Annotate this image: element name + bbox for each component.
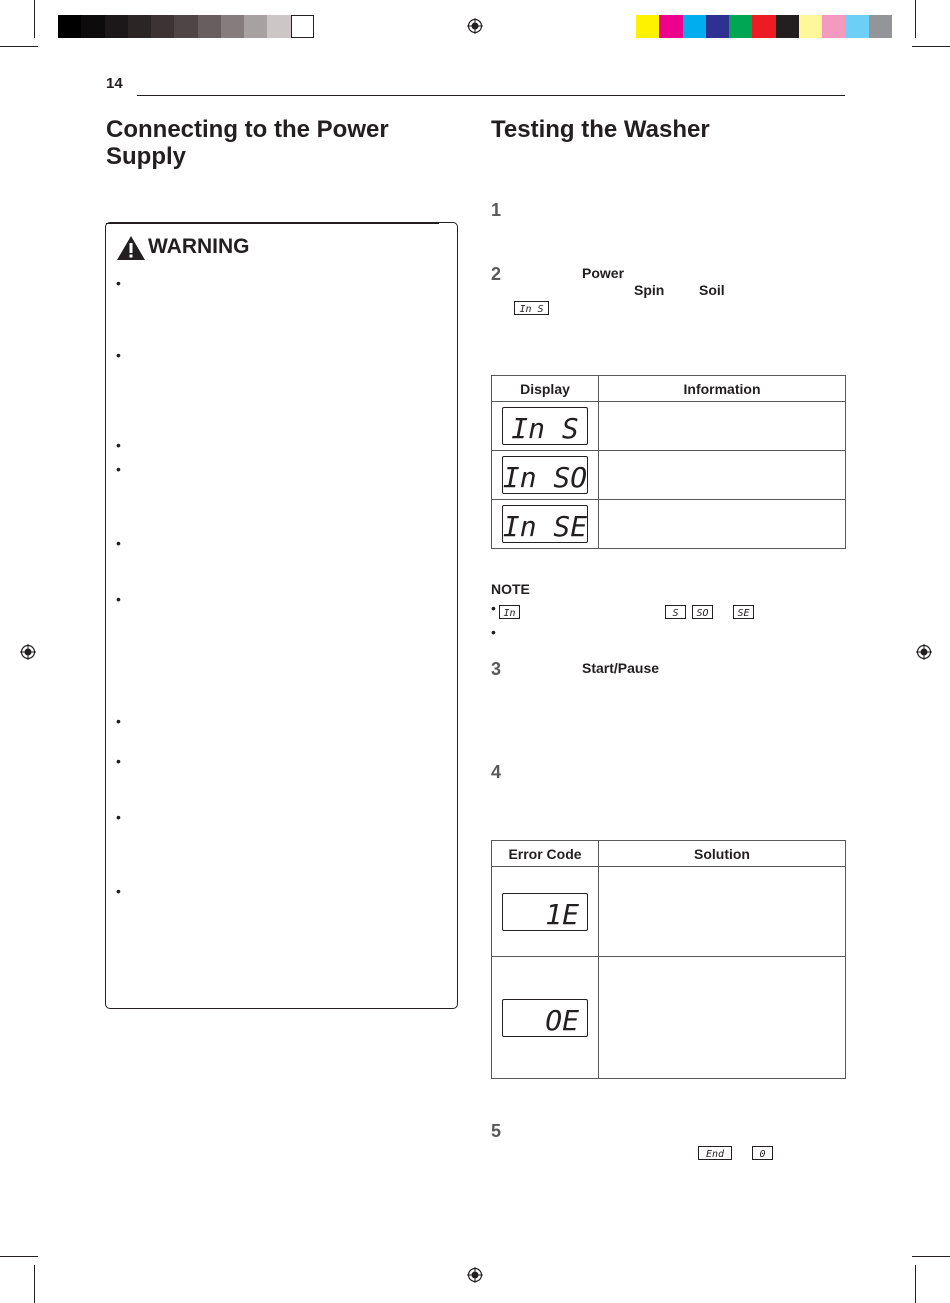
- color-swatch: [198, 15, 222, 38]
- warning-bullet: •: [116, 347, 121, 363]
- table-row: [492, 500, 846, 549]
- color-swatch: [706, 15, 730, 38]
- color-swatch: [58, 15, 82, 38]
- process-color-bar: [636, 0, 892, 40]
- svg-text:End: End: [705, 1149, 725, 1159]
- soil-button-label: Soil: [699, 282, 725, 298]
- inline-display-end: [698, 1146, 732, 1160]
- warning-bullet: •: [116, 591, 121, 607]
- left-heading-line-1: Connecting to the Power: [106, 116, 389, 143]
- solution-column-header: Solution: [599, 841, 846, 867]
- svg-text:0: 0: [759, 1149, 766, 1159]
- registration-target-icon: [467, 1267, 483, 1283]
- solution-cell: [599, 957, 846, 1079]
- inline-display-in: [499, 605, 520, 619]
- warning-bullet: •: [116, 713, 121, 729]
- page-number: 14: [106, 75, 123, 92]
- color-swatch: [683, 15, 707, 38]
- color-swatch: [105, 15, 129, 38]
- svg-text:In: In: [503, 608, 516, 618]
- color-swatch: [869, 15, 893, 38]
- inline-display-so: [692, 605, 713, 619]
- svg-text:SO: SO: [696, 608, 709, 618]
- svg-text:OE: OE: [545, 1003, 579, 1037]
- registration-target-icon: [467, 18, 483, 34]
- error-code-table: [491, 840, 846, 1079]
- warning-bullet: •: [116, 275, 121, 291]
- color-swatch: [752, 15, 776, 38]
- svg-text:1E: 1E: [545, 897, 579, 931]
- display-column-header: Display: [492, 376, 599, 402]
- crop-mark: [0, 1256, 38, 1257]
- note-bullet: •: [491, 624, 496, 640]
- color-swatch: [659, 15, 683, 38]
- inline-display-se: [733, 605, 754, 619]
- warning-bullet: •: [116, 461, 121, 477]
- warning-title: WARNING: [148, 235, 250, 258]
- crop-mark: [0, 46, 38, 47]
- warning-rule: [106, 223, 439, 224]
- registration-target-icon: [20, 644, 36, 660]
- information-cell: [599, 500, 846, 549]
- color-swatch: [729, 15, 753, 38]
- error-code-column-header: Error Code: [492, 841, 599, 867]
- color-swatch: [291, 15, 315, 38]
- gray-color-bar: [58, 0, 314, 40]
- lcd-display-icon: [502, 407, 588, 445]
- left-heading-line-2: Supply: [106, 143, 187, 170]
- color-swatch: [267, 15, 291, 38]
- color-swatch: [81, 15, 105, 38]
- inline-display-s: [665, 605, 686, 619]
- note-bullet: •: [491, 600, 496, 616]
- inline-display-zero: [752, 1146, 773, 1160]
- left-section-heading: [106, 116, 389, 170]
- color-swatch: [244, 15, 268, 38]
- lcd-display-icon: [502, 893, 588, 931]
- lcd-display-icon: [502, 505, 588, 543]
- color-swatch: [151, 15, 175, 38]
- color-swatch: [636, 15, 660, 38]
- spin-button-label: Spin: [634, 282, 665, 298]
- right-section-heading: Testing the Washer: [491, 116, 710, 143]
- warning-bullet: •: [116, 883, 121, 899]
- color-swatch: [221, 15, 245, 38]
- table-row: [492, 867, 846, 957]
- information-cell: [599, 402, 846, 451]
- header-rule: [137, 95, 845, 96]
- svg-text:In S: In S: [519, 304, 544, 314]
- crop-mark: [912, 46, 950, 47]
- svg-text:In S: In S: [511, 412, 579, 445]
- warning-box: [105, 222, 458, 1009]
- warning-bullet: •: [116, 535, 121, 551]
- information-column-header: Information: [599, 376, 846, 402]
- table-row: [492, 957, 846, 1079]
- color-swatch: [845, 15, 869, 38]
- color-swatch: [174, 15, 198, 38]
- solution-cell: [599, 867, 846, 957]
- color-swatch: [776, 15, 800, 38]
- table-row: [492, 402, 846, 451]
- crop-mark: [915, 1265, 916, 1303]
- crop-mark: [34, 1265, 35, 1303]
- step-number: 1: [491, 200, 502, 220]
- crop-mark: [34, 0, 35, 38]
- color-swatch: [128, 15, 152, 38]
- svg-text:SE: SE: [737, 608, 750, 618]
- inline-display-ins: [514, 301, 549, 315]
- color-swatch: [799, 15, 823, 38]
- warning-bullet: •: [116, 437, 121, 453]
- lcd-display-icon: [502, 456, 588, 494]
- crop-mark: [915, 0, 916, 38]
- note-title: NOTE: [491, 581, 530, 597]
- step-number: 2: [491, 264, 502, 284]
- step-number: 4: [491, 762, 502, 782]
- lcd-display-icon: [502, 999, 588, 1037]
- start-pause-button-label: Start/Pause: [582, 660, 660, 676]
- warning-bullet: •: [116, 753, 121, 769]
- step-number: 5: [491, 1121, 502, 1141]
- svg-text:In SO: In SO: [502, 461, 588, 494]
- registration-target-icon: [916, 644, 932, 660]
- warning-triangle-icon: [116, 235, 146, 261]
- color-swatch: [822, 15, 846, 38]
- svg-text:S: S: [672, 608, 679, 618]
- step-number: 3: [491, 659, 502, 679]
- display-table: [491, 375, 846, 549]
- warning-bullet: •: [116, 809, 121, 825]
- table-row: [492, 451, 846, 500]
- power-button-label: Power: [582, 265, 625, 281]
- svg-text:In SE: In SE: [502, 510, 588, 543]
- crop-mark: [912, 1256, 950, 1257]
- information-cell: [599, 451, 846, 500]
